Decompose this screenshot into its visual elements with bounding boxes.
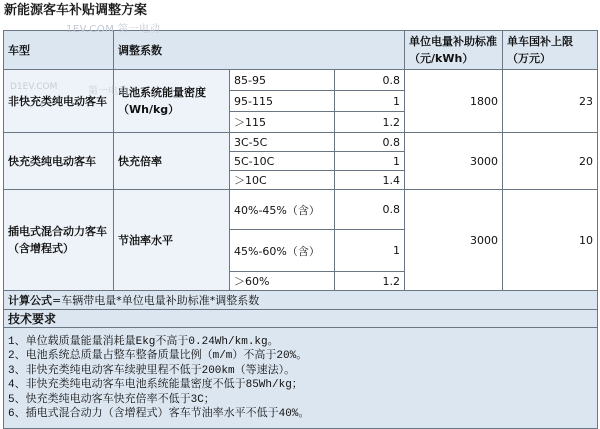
requirements-heading-row bbox=[4, 310, 598, 328]
vehicle-type-cell: 快充类纯电动客车 bbox=[4, 133, 114, 190]
watermark-mid: 第一电动 bbox=[88, 86, 128, 97]
param-cell: 节油率水平 bbox=[114, 190, 230, 291]
requirements-heading: 技术要求 bbox=[4, 310, 598, 328]
unit-subsidy-cell: 3000 bbox=[405, 133, 503, 190]
coef-cell: 0.8 bbox=[335, 133, 405, 152]
requirements-body-row bbox=[4, 328, 598, 429]
requirement-item: 4、非快充类纯电动客车电池系统能量密度不低于85Wh/kg； bbox=[8, 379, 303, 391]
requirement-item: 3、非快充类纯电动客车续驶里程不低于200km（等速法）。 bbox=[8, 364, 296, 377]
coef-cell: 0.8 bbox=[335, 190, 405, 230]
requirement-item: 5、快充类纯电动客车快充倍率不低于3C； bbox=[8, 393, 215, 406]
range-cell: ＞60% bbox=[230, 272, 335, 291]
requirements-list bbox=[4, 328, 598, 429]
watermark-small: D1EV.COM bbox=[10, 82, 58, 92]
requirement-item: 1、单位载质量能量消耗量Ekg不高于0.24Wh/km.kg。 bbox=[8, 335, 279, 348]
coef-cell: 1.4 bbox=[335, 171, 405, 190]
cap-cell: 10 bbox=[503, 190, 598, 291]
header-adjust-coef: 调整系数 bbox=[114, 31, 405, 70]
vehicle-type-cell: 插电式混合动力客车（含增程式） bbox=[4, 190, 114, 291]
watermark: 1EV.COM 第一电动 bbox=[66, 24, 161, 35]
coef-cell: 1.2 bbox=[335, 112, 405, 133]
header-unit-subsidy: 单位电量补助标准（元/kWh） bbox=[405, 31, 503, 70]
range-cell: 3C-5C bbox=[230, 133, 335, 152]
formula-label: 计算公式 bbox=[8, 294, 52, 307]
range-cell: ＞10C bbox=[230, 171, 335, 190]
formula-row bbox=[4, 291, 598, 310]
unit-subsidy-cell: 3000 bbox=[405, 190, 503, 291]
cap-cell: 23 bbox=[503, 70, 598, 133]
coef-cell: 1.2 bbox=[335, 272, 405, 291]
coef-cell: 1 bbox=[335, 230, 405, 272]
coef-cell: 1 bbox=[335, 152, 405, 171]
requirement-item: 6、插电式混合动力（含增程式）客车节油率水平不低于40%。 bbox=[8, 408, 310, 420]
vehicle-type-cell: 非快充类纯电动客车 bbox=[4, 70, 114, 133]
unit-subsidy-cell: 1800 bbox=[405, 70, 503, 133]
requirement-item: 2、电池系统总质量占整车整备质量比例（m/m）不高于20%。 bbox=[8, 350, 308, 362]
coef-cell: 0.8 bbox=[335, 70, 405, 91]
cap-cell: 20 bbox=[503, 133, 598, 190]
header-cap: 单车国补上限（万元） bbox=[503, 31, 598, 70]
range-cell: 45%-60%（含） bbox=[230, 230, 335, 272]
coef-cell: 1 bbox=[335, 91, 405, 112]
range-cell: 40%-45%（含） bbox=[230, 190, 335, 230]
formula-text: =车辆带电量*单位电量补助标准*调整系数 bbox=[52, 294, 260, 307]
table-header-row bbox=[4, 31, 598, 70]
range-cell: 95-115 bbox=[230, 91, 335, 112]
table-row bbox=[4, 133, 598, 152]
header-vehicle-type: 车型 bbox=[4, 31, 114, 70]
range-cell: 5C-10C bbox=[230, 152, 335, 171]
formula-cell bbox=[4, 291, 598, 310]
param-cell: 快充倍率 bbox=[114, 133, 230, 190]
page-title: 新能源客车补贴调整方案 bbox=[4, 3, 148, 18]
range-cell: ＞115 bbox=[230, 112, 335, 133]
table-row bbox=[4, 190, 598, 230]
param-cell: 电池系统能量密度（Wh/kg） bbox=[114, 70, 230, 133]
range-cell: 85-95 bbox=[230, 70, 335, 91]
